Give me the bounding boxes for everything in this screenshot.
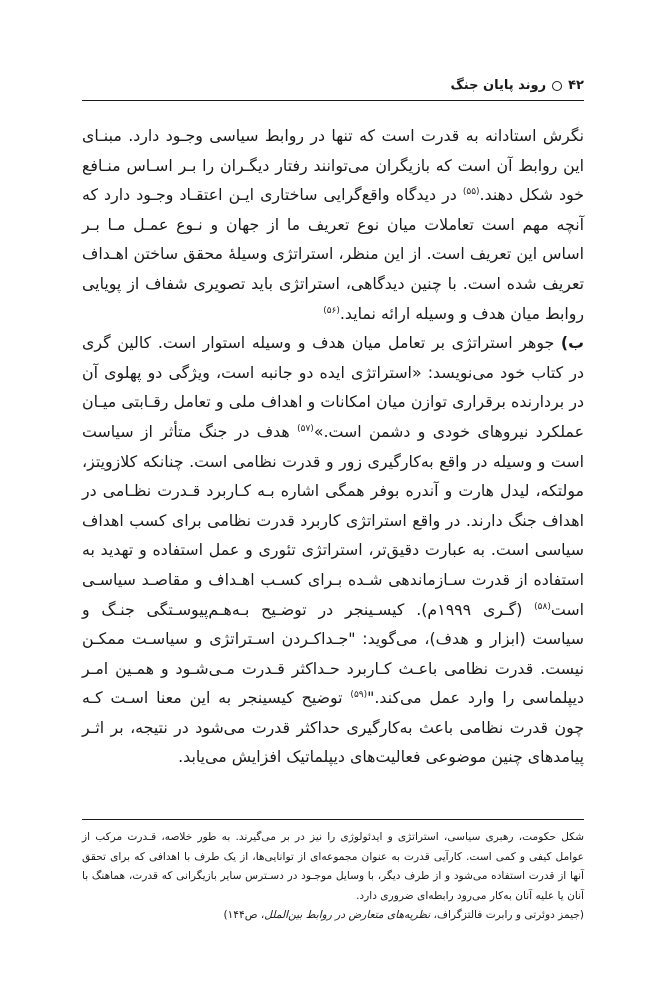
citation-authors: (جیمز دوئرتی و رابرت فالتزگراف، — [430, 909, 584, 921]
running-header — [82, 78, 584, 93]
citation-title: نظریه‌های متعارض در روابط بین‌الملل — [264, 909, 431, 921]
paragraph-2-text-b: هدف در جنگ متأثر از سیاست است و وسیله در واقع به‌کارگیری زور و قدرت نظامی است. چنانکه کلازویتز، مولتکه، لیدل هارت و آندره بوفر همگی اشاره بـه کـاربرد قـدرت نظـامی در اهداف جنگ دارند. در واقع استراتژی کاربرد قدرت نظامی برای کسب اهداف سیاسی است. به عبارت دقیق‌تر، استراتژی تئوری و عمل استفاده و تهدید به استفاده از قدرت سـازماندهی شـده بـرای کسـب اهـداف و مقاصـد سیاسـی است — [82, 421, 584, 619]
footnote-ref-58: (۵۸) — [534, 601, 551, 612]
paragraph-2-text-a: جوهر استراتژی بر تعامل میان هدف و وسیله استوار است. کالین گری در کتاب خود می‌نویسد: «استراتژی ایده دو جانبه است، ویژگی دو پهلوی آن در بردارنده برقراری توازن میان امکانات و اهداف ملی و تعامل رقـابتی میـان عملکرد نیروهای خودی و دشمن است.» — [82, 333, 584, 441]
footnote-citation — [82, 906, 584, 926]
footnote-block — [82, 828, 584, 926]
paragraph-2 — [82, 328, 584, 772]
paragraph-1 — [82, 121, 584, 328]
page-number: ۴۲ — [568, 78, 584, 93]
header-divider — [82, 100, 584, 101]
footnote-text: شکل حکومت، رهبری سیاسی، استراتژی و ایدئولوژی را نیز در بر می‌گیرند. به طور خلاصه، قـدرت مرکب از عوامل کیفی و کمی است. کارآیی قدرت به عنوان مجموعه‌ای از توانایی‌ها، از یک طرف با اهدافی که برای تحقق آنها از قدرت استفاده می‌شود و از طرف دیگر، با وسایل موجـود در دسـترس سایر بازیگرانی که قدرت، هماهنگ با آنان یا علیه آنان به‌کار می‌رود رابطه‌ای ضروری دارد. — [82, 831, 584, 902]
citation-page: ، ص۱۴۴) — [223, 909, 265, 921]
footnote-divider — [82, 819, 584, 820]
paragraph-1-text-a: نگرش استادانه به قدرت است که تنها در روابط سیاسی وجـود دارد. مبنـای این روابط آن است که بازیگران می‌توانند رفتار دیگـران را بـر اسـاس منـافع خود شکل دهند. — [82, 126, 584, 205]
main-text — [82, 121, 584, 772]
paragraph-2-text-d: توضیح کیسینجر به این معنا اسـت کـه چون قدرت نظامی باعث به‌کارگیری حداکثر قدرت می‌شود در نتیجه، بر اثـر پیامدهای چنین موضوعی فعالیت‌های دیپلماتیک افزایش می‌یابد. — [82, 688, 584, 767]
circle-bullet-icon — [552, 81, 562, 91]
paragraph-2-label: ب) — [560, 333, 584, 353]
paragraph-1-text-b: در دیدگاه واقع‌گرایی ساختاری ایـن اعتقـاد وجـود دارد که آنچه مهم است تعاملات میان نوع تعریف ما از جهان و نـوع عمـل مـا بـر اساس این تعریف است. از این منظر، استراتژی وسیلهٔ محقق ساختن اهـداف تعریف شده است. با چنین دیدگاهی، استراتژی باید تصویری شفاف از پویایی روابط میان هدف و وسیله ارائه نماید. — [82, 185, 584, 323]
footnote-ref-59: (۵۹) — [350, 690, 368, 701]
paragraph-2-text-c: (گـری ۱۹۹۹م). کیسـینجر در توضـیح بـه‌هـم‌پیوسـتگی جنـگ و سیاست (ابزار و هدف)، می‌گوید: "جـداکـردن اسـتراتژی و سیاسـت ممکـن نیست. قدرت نظامی باعـث کـاربرد حـداکثر قـدرت مـی‌شـود و همـین امـر دیپلماسی را وارد عمل می‌کند." — [82, 599, 585, 708]
footnote-ref-55: (۵۵) — [462, 187, 480, 198]
footnote-ref-56: (۵۶) — [323, 305, 340, 316]
chapter-title: روند پایان جنگ — [450, 78, 547, 93]
footnote-ref-57: (۵۷) — [297, 423, 314, 434]
